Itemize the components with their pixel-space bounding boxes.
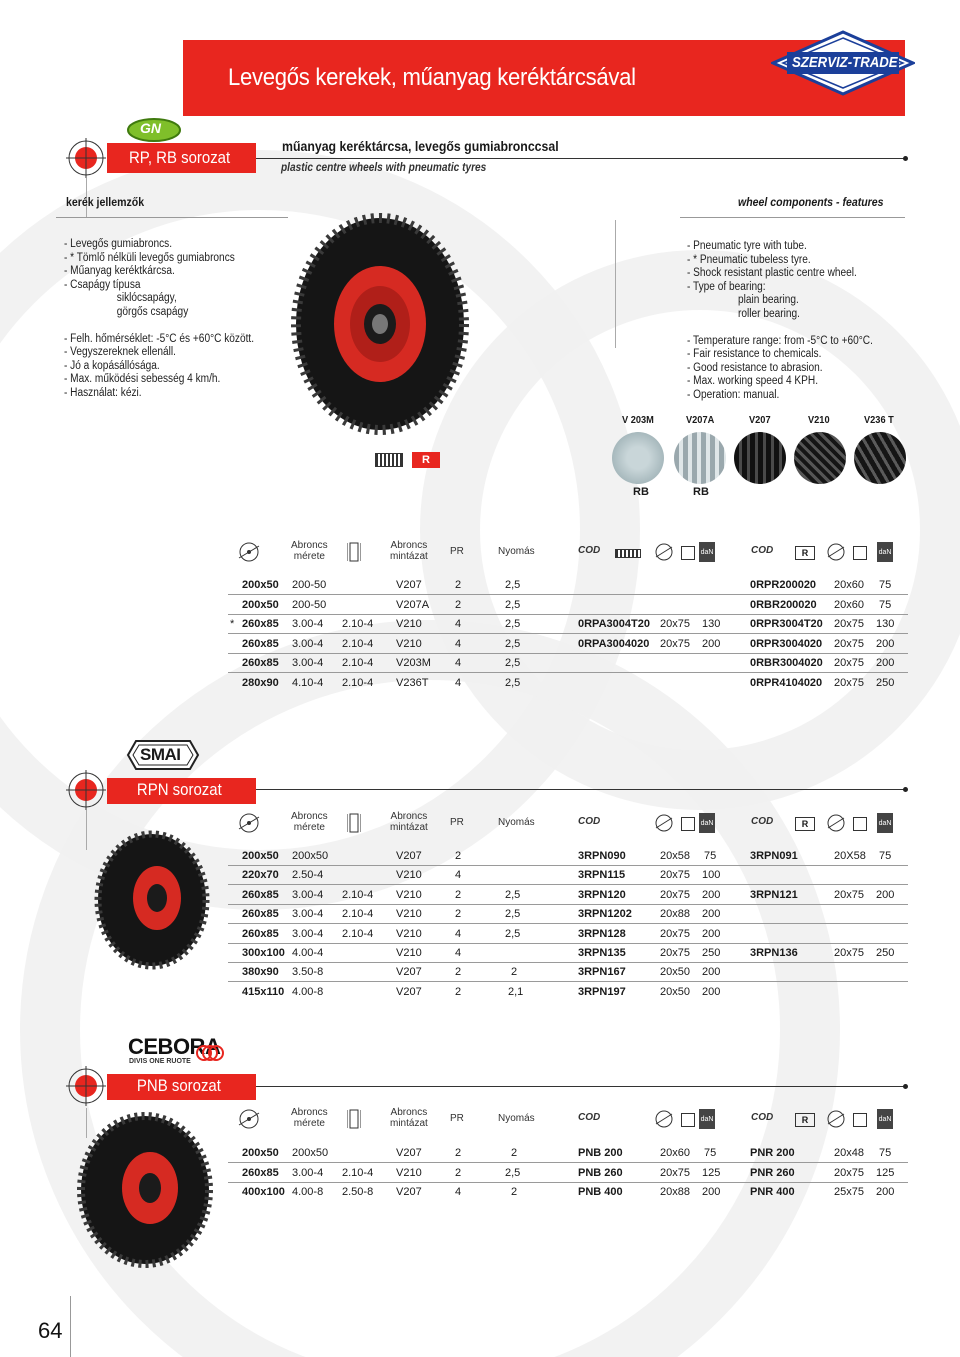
divider: [56, 217, 288, 218]
feature-item: - Max. working speed 4 KPH.: [687, 375, 819, 388]
header-abroncs-merete: Abroncs mérete: [291, 540, 328, 562]
tyre-width-icon: [347, 542, 361, 562]
header-cod: COD: [578, 545, 601, 556]
header-nyomas: Nyomás: [498, 1113, 535, 1124]
table-row: 260x85 3.00-4 2.10-4 V210 2 2,5 PNB 260 20x75 125 PNR 260 20x75 125: [228, 1164, 908, 1183]
feature-item: - Type of bearing:: [687, 280, 766, 293]
table-header-rpn: [235, 811, 905, 837]
hub-diameter-icon: [653, 542, 675, 562]
series-badge-rp-rb: [107, 143, 256, 173]
hub-diameter-icon: [653, 1109, 675, 1129]
wheel-photo: [288, 210, 472, 436]
feature-item: - Vegyszereknek ellenáll.: [64, 346, 176, 359]
load-weight-icon: daN: [699, 813, 715, 833]
hub-length-icon: [853, 1113, 867, 1127]
feature-item: - Max. működési sebesség 4 km/h.: [64, 373, 221, 386]
cebora-logo-subtitle: DIVIS ONE RUOTE: [129, 1058, 191, 1065]
feature-item: - Levegős gumiabroncs.: [64, 238, 173, 250]
feature-item: - Operation: manual.: [687, 388, 780, 401]
header-nyomas: Nyomás: [498, 817, 535, 828]
table-row: 200x50 200x50 V207 2 3RPN090 20x58 75 3RPN091 20X58 75: [228, 847, 908, 866]
page-edge-line: [70, 1296, 71, 1357]
section-title-hu: műanyag keréktárcsa, levegős gumiabronccsal: [282, 138, 559, 154]
header-cod: COD: [751, 545, 774, 556]
table-row: 260x85 3.00-4 2.10-4 V203M 4 2,5 0RBR3004020 20x75 200: [228, 654, 908, 673]
hub-diameter-icon: [825, 1109, 847, 1129]
load-weight-icon: daN: [877, 542, 893, 562]
roller-bearing-icon: R: [795, 1113, 815, 1127]
feature-item: - Good resistance to abrasion.: [687, 361, 823, 374]
wheel-diameter-icon: [235, 813, 263, 833]
table-row: 300x100 4.00-4 V210 4 3RPN135 20x75 250 3RPN136 20x75 250: [228, 944, 908, 963]
tread-swatch-v207: [734, 432, 786, 484]
hub-length-icon: [681, 1113, 695, 1127]
hub-length-icon: [853, 817, 867, 831]
load-weight-icon: daN: [699, 542, 715, 562]
load-weight-icon: daN: [877, 813, 893, 833]
tread-label: V207: [749, 414, 771, 426]
roller-bearing-marker: R: [412, 452, 440, 468]
header-abroncs-mintazat: Abroncs mintázat: [390, 540, 428, 562]
guide-line: [615, 220, 616, 348]
header-cod: COD: [751, 1112, 774, 1123]
wheel-diameter-icon: [235, 1109, 263, 1129]
table-header-pnb: [235, 1107, 905, 1133]
header-pr: PR: [450, 1113, 464, 1124]
tread-label: V 203M: [622, 414, 654, 426]
header-abroncs-mintazat: Abroncs mintázat: [390, 1107, 428, 1129]
page-title: Levegős kerekek, műanyag keréktárcsával: [228, 64, 636, 91]
divider-dot: [903, 787, 908, 792]
header-cod: COD: [578, 816, 601, 827]
table-row: 200x50 200-50 V207A 2 2,5 0RBR200020 20x60 75: [228, 596, 908, 615]
table-row: * 260x85 3.00-4 2.10-4 V210 4 2,5 0RPA3004T20 20x75 130 0RPR3004T20 20x75 130: [228, 615, 908, 634]
header-nyomas: Nyomás: [498, 546, 535, 557]
table-row: 260x85 3.00-4 2.10-4 V210 2 2,5 3RPN1202 20x88 200: [228, 905, 908, 924]
tread-swatch-v210: [794, 432, 846, 484]
feature-item: - Csapágy típusa: [64, 278, 141, 291]
table-row: 200x50 200-50 V207 2 2,5 0RPR200020 20x60 75: [228, 576, 908, 595]
feature-item: - Shock resistant plastic centre wheel.: [687, 267, 857, 280]
series-badge-label: PNB sorozat: [136, 1076, 221, 1095]
wheel-diameter-icon: [235, 542, 263, 562]
table-row: 200x50 200x50 V207 2 2 PNB 200 20x60 75 PNR 200 20x48 75: [228, 1144, 908, 1163]
tread-swatch-v203m: [612, 432, 664, 484]
feature-item: siklócsapágy,: [116, 292, 177, 305]
plain-bearing-icon: [615, 549, 641, 558]
series-badge-rpn: [107, 778, 256, 804]
table-row: 380x90 3.50-8 V207 2 2 3RPN167 20x50 200: [228, 963, 908, 982]
table-row: 400x100 4.00-8 2.50-8 V207 4 2 PNB 400 20x88 200 PNR 400 25x75 200: [242, 1186, 895, 1198]
features-label-en: wheel components - features: [738, 195, 884, 209]
header-cod: COD: [578, 1112, 601, 1123]
table-header-rp-rb: [235, 540, 905, 566]
tread-swatch-v207a: [674, 432, 726, 484]
hub-length-icon: [681, 817, 695, 831]
features-label-hu: kerék jellemzők: [66, 195, 145, 209]
feature-item: roller bearing.: [738, 307, 800, 320]
load-weight-icon: daN: [699, 1109, 715, 1129]
crosshair-icon: [66, 770, 106, 810]
brand-name: SZERVIZ-TRADE: [792, 54, 898, 71]
hub-length-icon: [853, 546, 867, 560]
table-rpn: [228, 847, 908, 1003]
roller-bearing-icon: R: [795, 546, 815, 560]
header-pr: PR: [450, 546, 464, 557]
load-weight-icon: daN: [877, 1109, 893, 1129]
series-badge-label: RPN sorozat: [136, 780, 222, 799]
cebora-logo-text: CEBORA: [128, 1034, 221, 1059]
table-row: 260x85 3.00-4 2.10-4 V210 4 2,5 0RPA3004020 20x75 200 0RPR3004020 20x75 200: [228, 635, 908, 654]
crosshair-icon: [66, 138, 106, 178]
tread-label: V210: [808, 414, 830, 426]
feature-item: görgős csapágy: [116, 305, 189, 318]
feature-item: - Pneumatic tyre with tube.: [687, 240, 807, 252]
divider: [256, 1086, 906, 1087]
feature-item: - Műanyag keréktkárcsa.: [64, 265, 175, 278]
header-pr: PR: [450, 817, 464, 828]
feature-item: - Felh. hőmérséklet: -5°C és +60°C között.: [64, 332, 255, 345]
feature-item: - * Pneumatic tubeless tyre.: [687, 253, 811, 266]
section-title-en: plastic centre wheels with pneumatic tyres: [281, 162, 487, 174]
table-pnb: [228, 1144, 908, 1204]
table-row: 220x70 2.50-4 V210 4 3RPN115 20x75 100: [228, 866, 908, 885]
tread-sublabel: RB: [693, 486, 709, 498]
header-abroncs-mintazat: Abroncs mintázat: [390, 811, 428, 833]
tread-label: V236 T: [864, 414, 894, 426]
cebora-logo-rings: [196, 1040, 226, 1066]
wheel-photo: [76, 1112, 214, 1268]
table-row: 415x110 4.00-8 V207 2 2,1 3RPN197 20x50 200: [242, 985, 721, 998]
page-number: 64: [38, 1318, 63, 1343]
tread-sublabel: RB: [633, 486, 649, 498]
divider-dot: [903, 156, 908, 161]
divider-dot: [903, 1084, 908, 1089]
series-badge-label: RP, RB sorozat: [129, 148, 231, 167]
hub-diameter-icon: [825, 542, 847, 562]
table-row: 280x90 4.10-4 2.10-4 V236T 4 2,5 0RPR4104020 20x75 250: [242, 676, 895, 689]
hub-length-icon: [681, 546, 695, 560]
feature-item: - Használat: kézi.: [64, 386, 142, 399]
feature-item: - Jó a kopásállósága.: [64, 359, 160, 372]
features-list-hu: [64, 238, 280, 401]
tread-swatch-v236t: [854, 432, 906, 484]
feature-item: plain bearing.: [738, 294, 799, 307]
feature-item: - * Tömlő nélküli levegős gumiabroncs: [64, 251, 235, 264]
plain-bearing-icon: [375, 453, 403, 467]
guide-line: [86, 810, 87, 850]
hub-diameter-icon: [825, 813, 847, 833]
header-cod: COD: [751, 816, 774, 827]
smai-logo-text: SMAI: [140, 745, 181, 764]
wheel-photo: [93, 830, 211, 970]
tyre-width-icon: [347, 813, 361, 833]
feature-item: - Temperature range: from -5°C to +60°C.: [687, 334, 873, 347]
tread-label: V207A: [686, 414, 715, 426]
hub-diameter-icon: [653, 813, 675, 833]
table-row: 260x85 3.00-4 2.10-4 V210 4 2,5 3RPN128 20x75 200: [228, 925, 908, 944]
table-row: 260x85 3.00-4 2.10-4 V210 2 2,5 3RPN120 20x75 200 3RPN121 20x75 200: [228, 886, 908, 905]
gn-logo-text: GN: [140, 120, 161, 136]
divider: [680, 217, 905, 218]
divider: [256, 789, 906, 790]
header-abroncs-merete: Abroncs mérete: [291, 1107, 328, 1129]
series-badge-pnb: [107, 1074, 256, 1100]
roller-bearing-icon: R: [795, 817, 815, 831]
divider: [256, 158, 906, 159]
table-rp-rb: [228, 576, 908, 694]
feature-item: - Fair resistance to chemicals.: [687, 348, 822, 361]
features-list-en: [687, 240, 898, 403]
tyre-width-icon: [347, 1109, 361, 1129]
header-abroncs-merete: Abroncs mérete: [291, 811, 328, 833]
crosshair-icon: [66, 1066, 106, 1106]
